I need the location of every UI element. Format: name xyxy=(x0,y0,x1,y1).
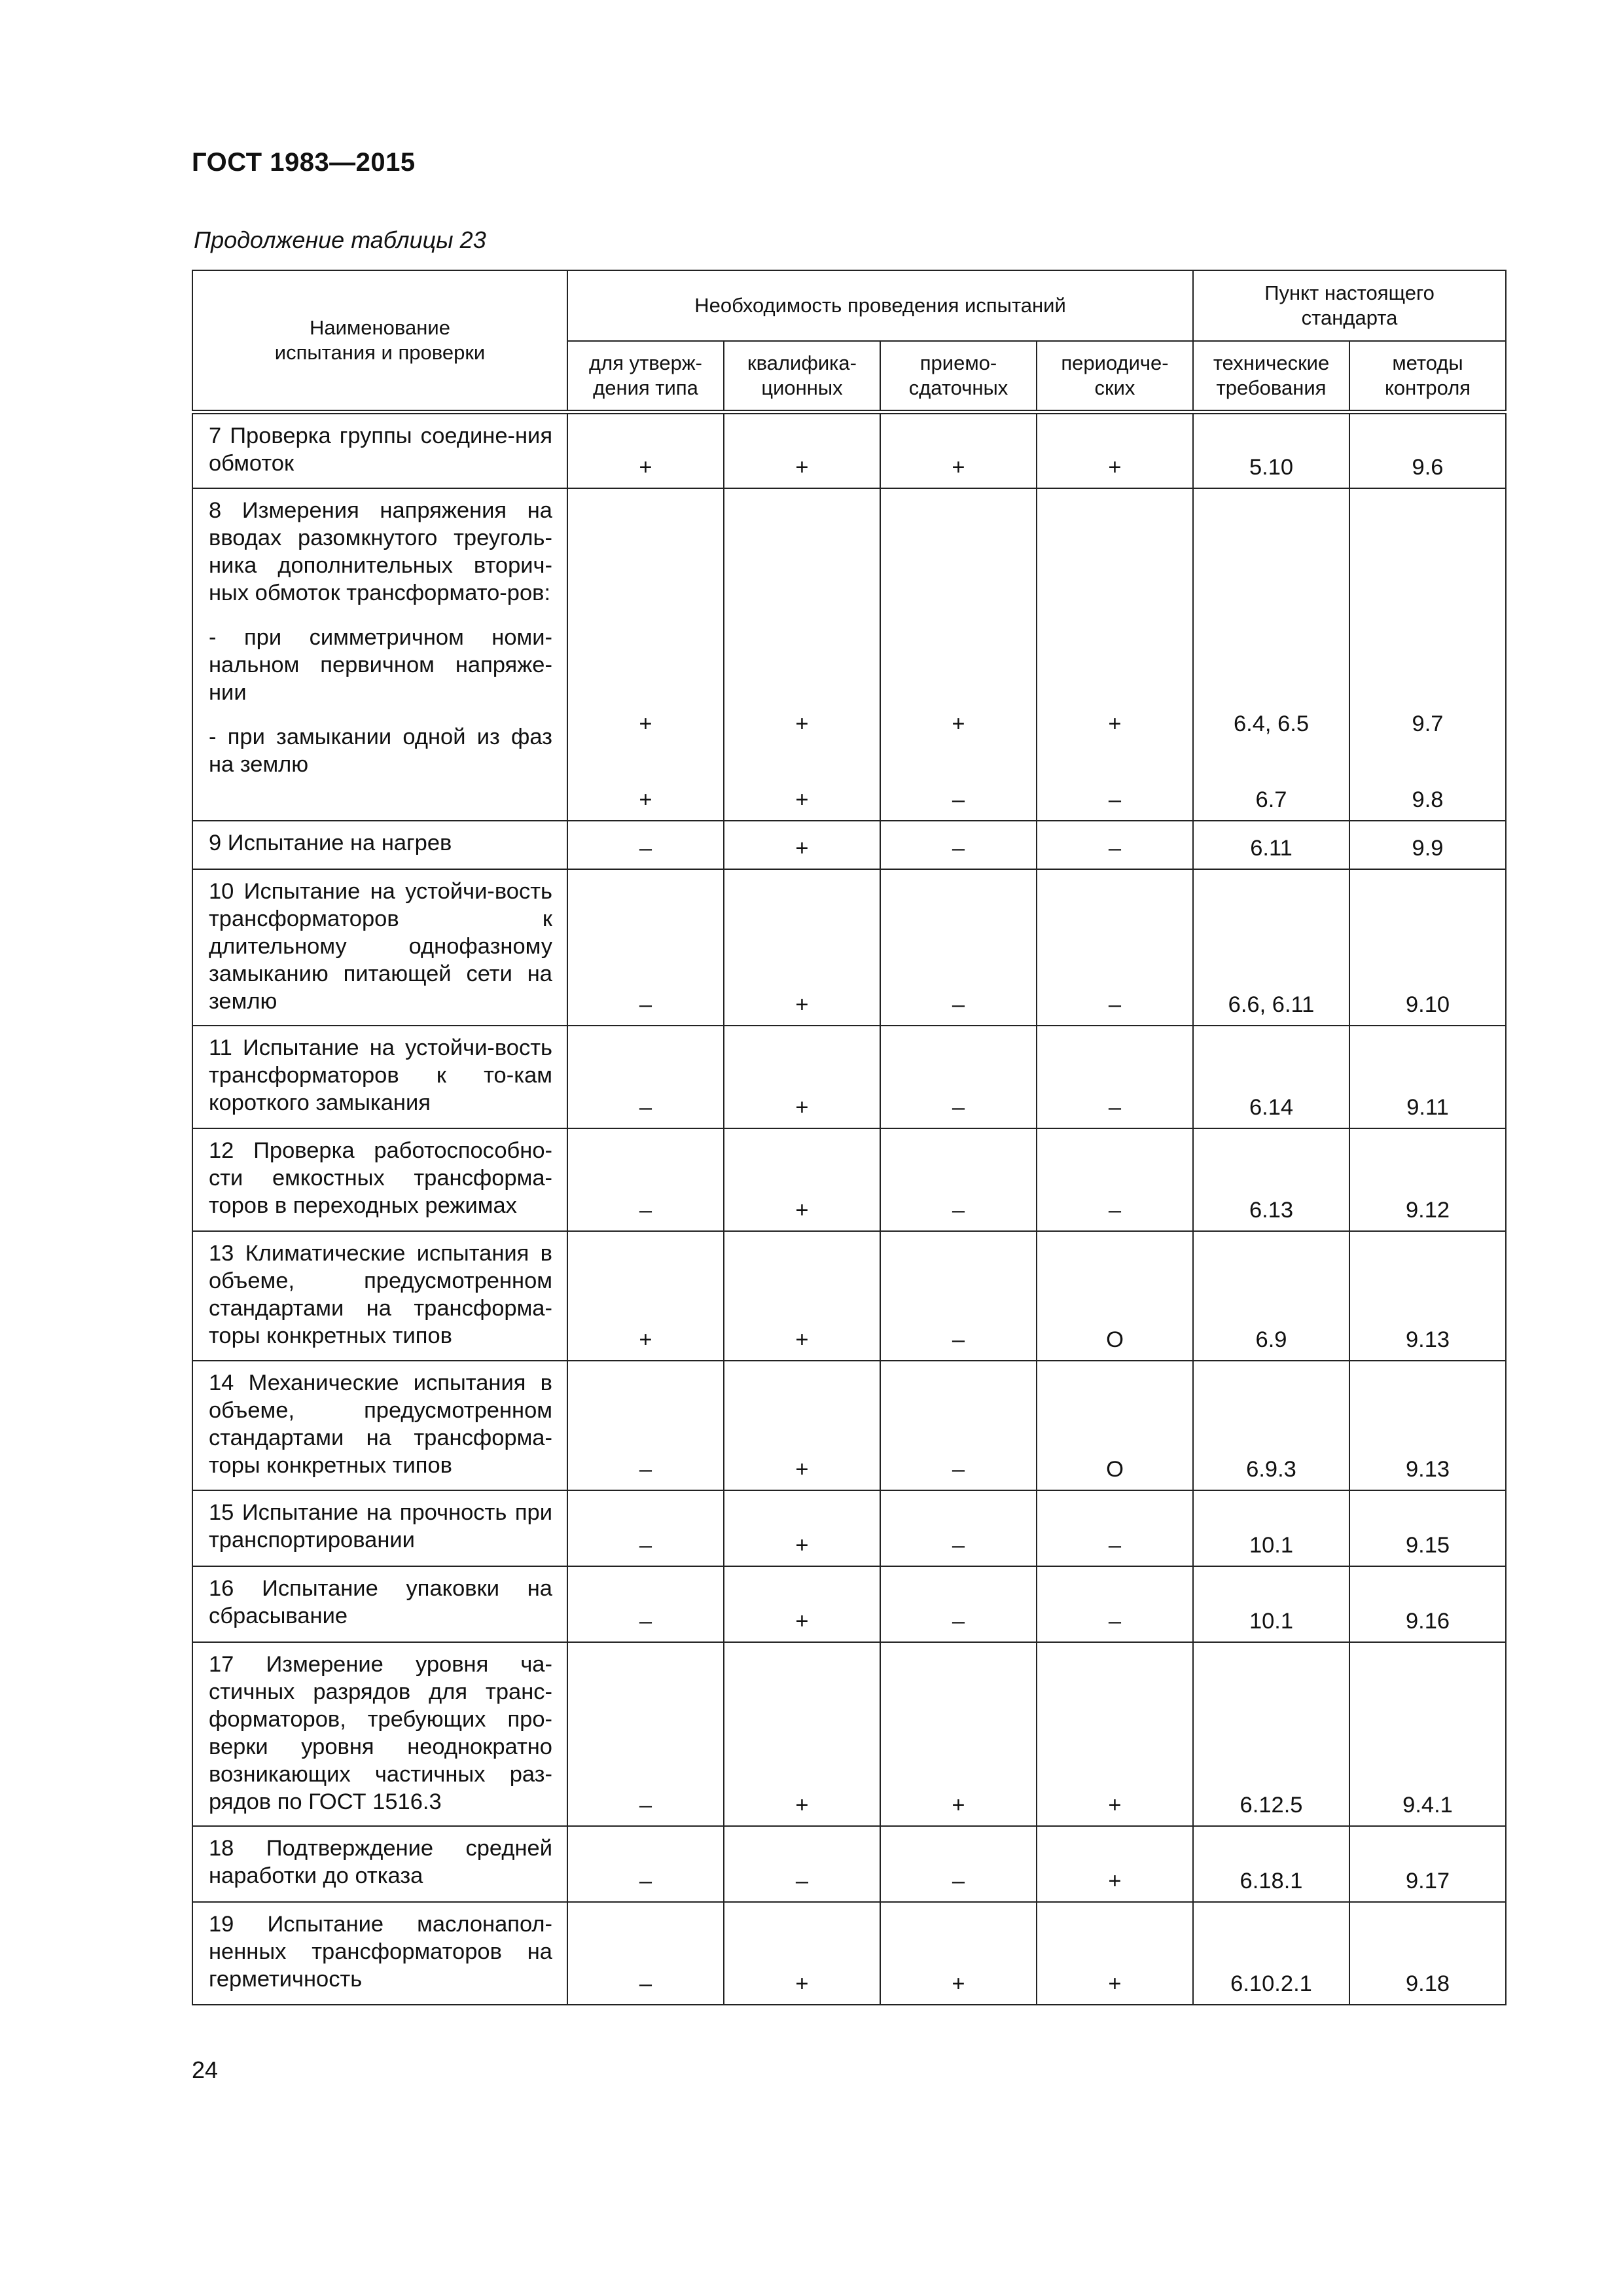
periodic-mark: – xyxy=(1037,1566,1193,1642)
test-method-ref: 9.11 xyxy=(1349,1026,1506,1128)
table-row xyxy=(192,1642,1506,1826)
qualification-mark: + xyxy=(724,412,880,488)
type-approval-mark: – xyxy=(567,1361,724,1490)
test-method-ref: 9.13 xyxy=(1349,1361,1506,1490)
test-name: 7 Проверка группы соедине-ния обмоток xyxy=(192,412,567,488)
qualification-mark: + xyxy=(724,1128,880,1231)
tech-req-ref: 10.1 xyxy=(1193,1490,1349,1566)
type-approval-mark: – xyxy=(567,1026,724,1128)
test-name xyxy=(192,488,567,821)
qualification-mark: + xyxy=(724,1490,880,1566)
periodic-mark: + xyxy=(1037,1902,1193,2005)
type-approval-mark: – xyxy=(567,1902,724,2005)
header-test-methods: методы контроля xyxy=(1349,341,1506,412)
periodic-mark: О xyxy=(1037,1361,1193,1490)
acceptance-mark: + xyxy=(880,412,1037,488)
acceptance-mark: – xyxy=(880,1566,1037,1642)
qualification-mark: + xyxy=(724,1361,880,1490)
acceptance-mark: – xyxy=(880,1361,1037,1490)
periodic-mark: – xyxy=(1037,1128,1193,1231)
test-name: 10 Испытание на устойчи-вость трансформаторов к длительному однофазному замыканию питающей сети на землю xyxy=(192,869,567,1026)
type-approval-mark: – xyxy=(567,1566,724,1642)
header-qualification: квалифика-ционных xyxy=(724,341,880,412)
periodic-mark: – xyxy=(1037,1026,1193,1128)
qualification-mark: + xyxy=(724,1566,880,1642)
sub-item-name: - при замыкании одной из фаз на землю xyxy=(209,725,552,777)
qualification-mark: + xyxy=(724,1642,880,1826)
test-name: 14 Механические испытания в объеме, предусмотренном стандартами на трансформа-торы конкретных типов xyxy=(192,1361,567,1490)
table-row xyxy=(192,1826,1506,1902)
test-name: 19 Испытание маслонапол-ненных трансформаторов на герметичность xyxy=(192,1902,567,2005)
acceptance-mark: – xyxy=(880,821,1037,869)
acceptance-mark: + – xyxy=(880,488,1037,821)
test-name: 11 Испытание на устойчи-вость трансформаторов к то-кам короткого замыкания xyxy=(192,1026,567,1128)
test-name: 17 Измерение уровня ча-стичных разрядов для транс-форматоров, требующих про-верки уровня неоднократно возникающих частичных раз-рядов по ГОСТ 1516.3 xyxy=(192,1642,567,1826)
tech-req-ref: 5.10 xyxy=(1193,412,1349,488)
qualification-mark: + xyxy=(724,1902,880,2005)
table-row xyxy=(192,1566,1506,1642)
periodic-mark: + xyxy=(1037,1642,1193,1826)
tech-req-ref: 6.14 xyxy=(1193,1026,1349,1128)
tests-table xyxy=(192,270,1507,2005)
tech-req-ref: 6.9.3 xyxy=(1193,1361,1349,1490)
test-method-ref: 9.12 xyxy=(1349,1128,1506,1231)
tech-req-ref: 6.12.5 xyxy=(1193,1642,1349,1826)
test-method-ref: 9.10 xyxy=(1349,869,1506,1026)
tech-req-ref: 6.11 xyxy=(1193,821,1349,869)
page-number: 24 xyxy=(192,2056,219,2083)
test-name: 16 Испытание упаковки на сбрасывание xyxy=(192,1566,567,1642)
header-acceptance: приемо-сдаточных xyxy=(880,341,1037,412)
qualification-mark: + xyxy=(724,869,880,1026)
tech-req-ref: 6.18.1 xyxy=(1193,1826,1349,1902)
acceptance-mark: – xyxy=(880,1826,1037,1902)
test-name: 12 Проверка работоспособно-сти емкостных трансформа-торов в переходных режимах xyxy=(192,1128,567,1231)
qualification-mark: + xyxy=(724,1231,880,1361)
periodic-mark: + – xyxy=(1037,488,1193,821)
header-tech-req: технические требования xyxy=(1193,341,1349,412)
acceptance-mark: – xyxy=(880,1231,1037,1361)
table-row xyxy=(192,1902,1506,2005)
test-method-ref: 9.7 9.8 xyxy=(1349,488,1506,821)
table-row xyxy=(192,821,1506,869)
acceptance-mark: – xyxy=(880,869,1037,1026)
test-method-ref: 9.17 xyxy=(1349,1826,1506,1902)
table-row xyxy=(192,1128,1506,1231)
test-method-ref: 9.4.1 xyxy=(1349,1642,1506,1826)
periodic-mark: О xyxy=(1037,1231,1193,1361)
periodic-mark: + xyxy=(1037,412,1193,488)
header-type-approval: для утверж-дения типа xyxy=(567,341,724,412)
test-name: 13 Климатические испытания в объеме, предусмотренном стандартами на трансформа-торы конкретных типов xyxy=(192,1231,567,1361)
test-name: 18 Подтверждение средней наработки до отказа xyxy=(192,1826,567,1902)
header-name: Наименование испытания и проверки xyxy=(192,270,567,412)
type-approval-mark: + + xyxy=(567,488,724,821)
acceptance-mark: + xyxy=(880,1642,1037,1826)
periodic-mark: + xyxy=(1037,1826,1193,1902)
test-method-ref: 9.9 xyxy=(1349,821,1506,869)
test-name: 9 Испытание на нагрев xyxy=(192,821,567,869)
periodic-mark: – xyxy=(1037,1490,1193,1566)
acceptance-mark: – xyxy=(880,1490,1037,1566)
tech-req-ref: 6.10.2.1 xyxy=(1193,1902,1349,2005)
test-method-ref: 9.6 xyxy=(1349,412,1506,488)
periodic-mark: – xyxy=(1037,869,1193,1026)
header-clause: Пункт настоящего стандарта xyxy=(1193,270,1506,341)
table-row xyxy=(192,1361,1506,1490)
qualification-mark: + xyxy=(724,821,880,869)
acceptance-mark: + xyxy=(880,1902,1037,2005)
type-approval-mark: – xyxy=(567,1128,724,1231)
acceptance-mark: – xyxy=(880,1026,1037,1128)
periodic-mark: – xyxy=(1037,821,1193,869)
tech-req-ref: 10.1 xyxy=(1193,1566,1349,1642)
table-row xyxy=(192,1026,1506,1128)
tech-req-ref: 6.13 xyxy=(1193,1128,1349,1231)
test-method-ref: 9.15 xyxy=(1349,1490,1506,1566)
table-row xyxy=(192,1231,1506,1361)
table-row xyxy=(192,1490,1506,1566)
type-approval-mark: + xyxy=(567,1231,724,1361)
acceptance-mark: – xyxy=(880,1128,1037,1231)
test-name: 15 Испытание на прочность при транспортировании xyxy=(192,1490,567,1566)
type-approval-mark: – xyxy=(567,1642,724,1826)
header-periodic: периодиче-ских xyxy=(1037,341,1193,412)
test-method-ref: 9.18 xyxy=(1349,1902,1506,2005)
tech-req-ref: 6.9 xyxy=(1193,1231,1349,1361)
test-method-ref: 9.13 xyxy=(1349,1231,1506,1361)
type-approval-mark: – xyxy=(567,821,724,869)
table-caption: Продолжение таблицы 23 xyxy=(194,226,486,253)
document-title: ГОСТ 1983—2015 xyxy=(192,148,416,177)
table-row xyxy=(192,488,1506,821)
type-approval-mark: – xyxy=(567,869,724,1026)
test-method-ref: 9.16 xyxy=(1349,1566,1506,1642)
sub-item-name: - при симметричном номи-нальном первичном напряже-нии xyxy=(209,625,552,705)
type-approval-mark: – xyxy=(567,1826,724,1902)
header-necessity: Необходимость проведения испытаний xyxy=(567,270,1193,341)
tech-req-ref: 6.6, 6.11 xyxy=(1193,869,1349,1026)
qualification-mark: – xyxy=(724,1826,880,1902)
qualification-mark: + xyxy=(724,1026,880,1128)
type-approval-mark: + xyxy=(567,412,724,488)
table-row xyxy=(192,869,1506,1026)
qualification-mark: + + xyxy=(724,488,880,821)
tech-req-ref: 6.4, 6.5 6.7 xyxy=(1193,488,1349,821)
type-approval-mark: – xyxy=(567,1490,724,1566)
test-name-main: 8 Измерения напряжения на вводах разомкнутого треуголь-ника дополнительных вторич-ных обмоток трансформато-ров: xyxy=(209,498,552,605)
table-row xyxy=(192,412,1506,488)
